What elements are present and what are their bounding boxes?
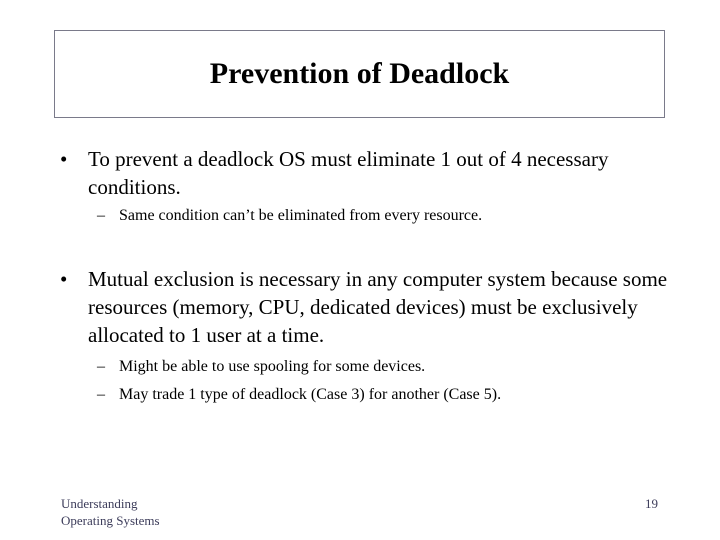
bullet-marker: • [60, 267, 68, 291]
sub-bullet-item [97, 206, 687, 226]
sub-bullet-text: Might be able to use spooling for some devices. [119, 358, 426, 375]
sub-bullet-marker: – [97, 358, 105, 375]
sub-bullet-marker: – [97, 207, 105, 224]
footer-course-line2: Operating Systems [61, 513, 160, 528]
bullet-text: To prevent a deadlock OS must eliminate 1 out of 4 necessary conditions. [88, 147, 609, 199]
bullet-item [60, 265, 670, 349]
sub-bullet-text: May trade 1 type of deadlock (Case 3) for another (Case 5). [119, 386, 502, 403]
bullet-item [60, 145, 670, 201]
sub-bullet-item [97, 357, 687, 377]
slide-title: Prevention of Deadlock [209, 57, 510, 90]
footer-course-line1: Understanding [61, 496, 138, 511]
sub-bullet-marker: – [97, 386, 105, 403]
footer-course [61, 495, 160, 529]
title-box [54, 30, 665, 118]
bullet-text: Mutual exclusion is necessary in any computer system because some resources (memory, CPU, dedicated devices) must be exclusively allocated to 1 user at a time. [88, 267, 668, 347]
bullet-marker: • [60, 147, 68, 171]
sub-bullet-item [97, 385, 687, 405]
page-number: 19 [645, 496, 658, 511]
sub-bullet-text: Same condition can’t be eliminated from every resource. [119, 207, 483, 224]
